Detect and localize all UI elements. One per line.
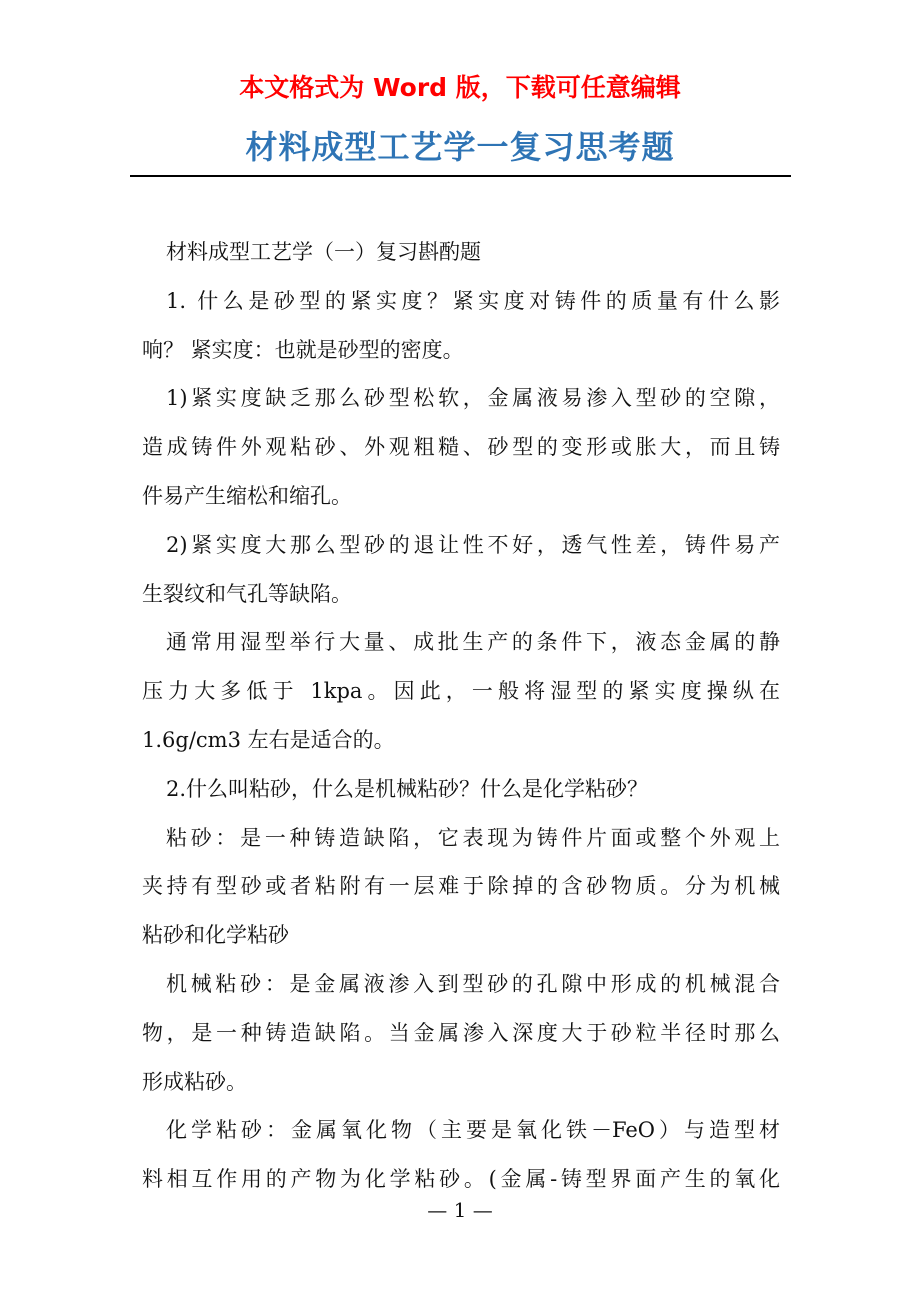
paragraph-line: 物，是一种铸造缺陷。当金属渗入深度大于砂粒半径时那么 bbox=[142, 1020, 780, 1045]
paragraph-line: 夹持有型砂或者粘附有一层难于除掉的含砂物质。分为机械 bbox=[142, 874, 780, 899]
paragraph-line: 2.什么叫粘砂，什么是机械粘砂？什么是化学粘砂？ bbox=[166, 776, 649, 801]
word-format-notice: 本文格式为 Word 版，下载可任意编辑 bbox=[239, 73, 681, 102]
paragraph-line: 生裂纹和气孔等缺陷。 bbox=[142, 581, 352, 606]
paragraph-line: 材料成型工艺学（一）复习斟酌题 bbox=[166, 240, 481, 264]
title-divider bbox=[130, 175, 791, 177]
paragraph-line: 件易产生缩松和缩孔。 bbox=[142, 483, 352, 508]
page-number: — 1 — bbox=[427, 1198, 493, 1222]
paragraph-line: 粘砂和化学粘砂 bbox=[142, 923, 289, 948]
paragraph-line: 压力大多低于 1kpa。因此，一般将湿型的紧实度操纵在 bbox=[142, 679, 780, 704]
paragraph-line: 粘砂：是一种铸造缺陷，它表现为铸件片面或整个外观上 bbox=[166, 825, 780, 850]
paragraph-line: 机械粘砂：是金属液渗入到型砂的孔隙中形成的机械混合 bbox=[166, 971, 780, 996]
paragraph-line: 2)紧实度大那么型砂的退让性不好，透气性差，铸件易产 bbox=[166, 532, 780, 557]
paragraph-line: 料相互作用的产物为化学粘砂。(金属-铸型界面产生的氧化 bbox=[142, 1167, 780, 1192]
document-body bbox=[142, 232, 780, 1208]
paragraph-line: 1. 什么是砂型的紧实度？紧实度对铸件的质量有什么影 bbox=[166, 288, 780, 313]
paragraph-line: 造成铸件外观粘砂、外观粗糙、砂型的变形或胀大，而且铸 bbox=[142, 435, 780, 460]
paragraph-line: 1)紧实度缺乏那么砂型松软，金属液易渗入型砂的空隙， bbox=[166, 386, 780, 411]
document-title: 材料成型工艺学一复习思考题 bbox=[245, 128, 675, 166]
paragraph-line: 1.6g/cm3 左右是适合的。 bbox=[142, 727, 395, 752]
paragraph-line: 形成粘砂。 bbox=[142, 1069, 247, 1094]
paragraph-line: 化学粘砂：金属氧化物（主要是氧化铁－FeO）与造型材 bbox=[166, 1118, 780, 1143]
paragraph-line: 响？ 紧实度：也就是砂型的密度。 bbox=[142, 337, 464, 362]
paragraph-line: 通常用湿型举行大量、成批生产的条件下，液态金属的静 bbox=[166, 630, 780, 655]
